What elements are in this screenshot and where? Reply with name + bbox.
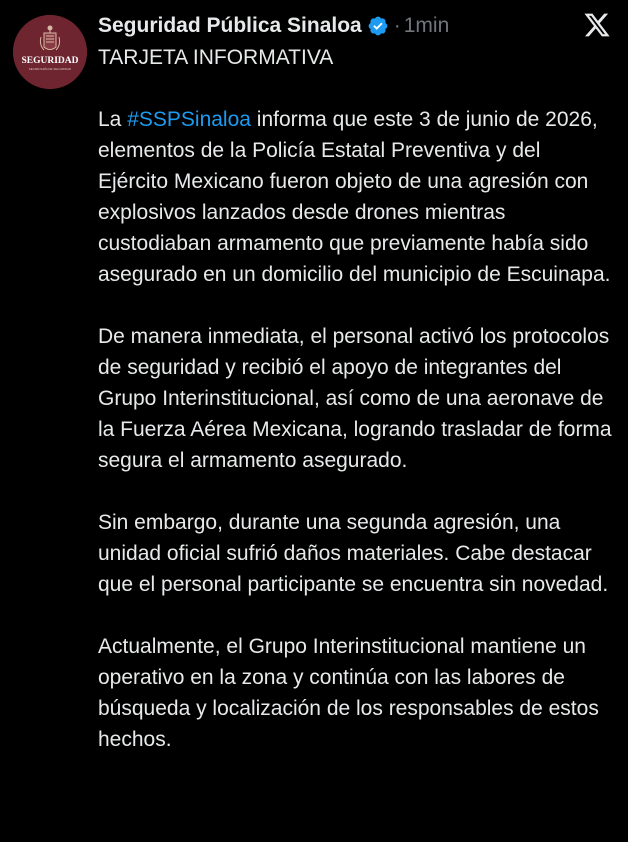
paragraph-text: La: [98, 108, 128, 131]
tweet-paragraph-2: De manera inmediata, el personal activó los protocolos de seguridad y recibió el apoyo de integrantes del Grupo Interinstitucional, así como de una aeronave de la Fuerza Aérea Mexicana, logrando trasladar de forma segura el armamento asegurado.: [98, 325, 612, 472]
avatar[interactable]: [13, 15, 87, 89]
x-logo-icon[interactable]: [583, 11, 611, 39]
tweet-heading: TARJETA INFORMATIVA: [98, 46, 334, 69]
hashtag-link[interactable]: #SSPSinaloa: [127, 108, 251, 131]
tweet-body: [98, 42, 616, 755]
paragraph-text: informa que este 3 de junio de 2026, elementos de la Policía Estatal Preventiva y del Ejército Mexicano fueron objeto de una agresión con explosivos lanzados desde drones mientras custodiaban armamento que previamente había sido asegurado en un domicilio del municipio de Escuinapa.: [98, 108, 611, 286]
tweet-paragraph-1: [98, 104, 616, 290]
tweet-paragraph-4: Actualmente, el Grupo Interinstitucional mantiene un operativo en la zona y continúa con las labores de búsqueda y localización de los responsables de estos hechos.: [98, 635, 599, 751]
post-timestamp[interactable]: 1min: [403, 14, 450, 37]
avatar-label: SEGURIDAD: [21, 56, 79, 66]
verified-badge-icon[interactable]: [367, 15, 389, 37]
header-separator: ·: [393, 14, 401, 37]
coat-of-arms-icon: [13, 15, 87, 89]
tweet-paragraph-3: Sin embargo, durante una segunda agresión, una unidad oficial sufrió daños materiales. Cabe destacar que el personal participante se encuentra sin novedad.: [98, 511, 609, 596]
post-header: [98, 11, 449, 41]
display-name[interactable]: Seguridad Pública Sinaloa: [98, 14, 362, 37]
avatar-sublabel: SECRETARÍA DE SEGURIDAD: [28, 67, 72, 71]
